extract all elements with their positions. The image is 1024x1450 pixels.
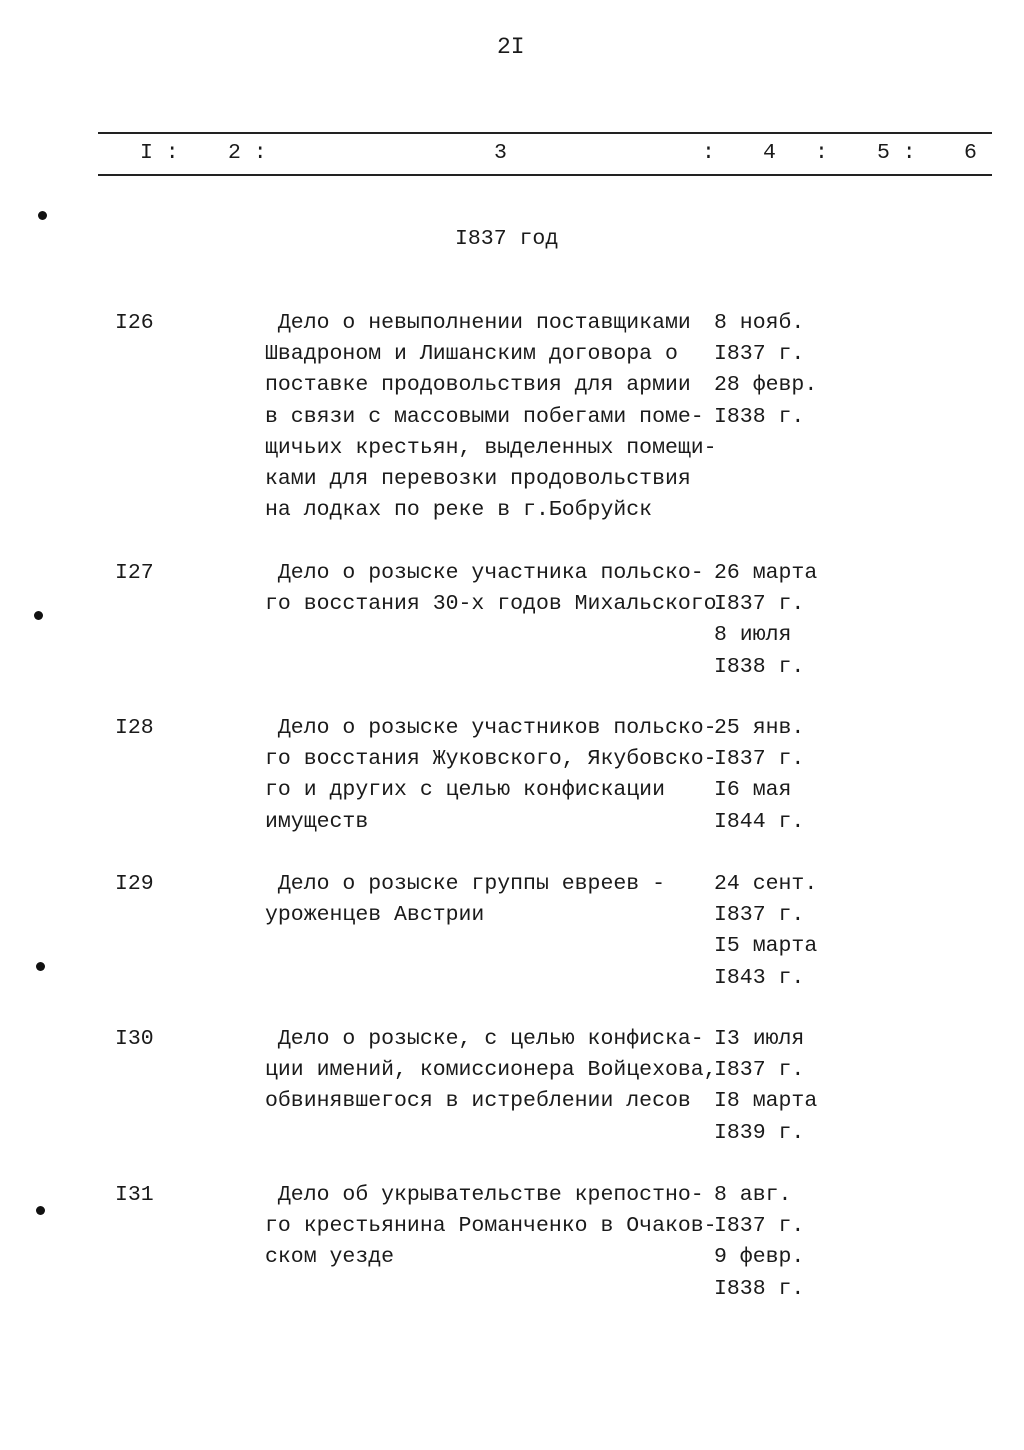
entry-number: I30 [115,1027,154,1051]
entry-date-line: 8 авг. [714,1183,792,1207]
punch-hole [36,1206,45,1215]
entry-text-line: Дело о невыполнении поставщиками [265,311,691,335]
entry-text-line: поставке продовольствия для армии [265,373,691,398]
punch-hole [34,611,43,620]
entry-text-line: Швадроном и Лишанским договора о [265,342,678,367]
entry-text-line: на лодках по реке в г.Бобруйск [265,498,653,523]
entry-date-line: I837 г. [714,903,805,928]
entry-date-line: 24 сент. [714,872,818,896]
column-separator-3: : [702,141,715,165]
punch-hole [38,211,47,220]
column-header-3: 3 [494,141,507,165]
entry-date-line: I837 г. [714,342,805,367]
entry-number: I28 [115,716,154,740]
entry-text-line: в связи с массовыми побегами поме- [265,404,704,429]
entry-number: I31 [115,1183,154,1207]
entry-text-line: ками для перевозки продовольствия [265,467,691,491]
entry-text-line: щичьих крестьян, выделенных помещи- [265,435,717,460]
entry-text-line: го восстания Жуковского, Якубовско- [265,747,717,772]
entry-text-line: Дело о розыске, с целью конфиска- [265,1027,704,1051]
entry-date-line: 9 февр. [714,1245,805,1270]
column-header-6: 6 [964,141,977,165]
entry-text-line: го и других с целью конфискации [265,778,665,803]
entry-date-line: 8 июля [714,623,792,648]
page-number: 2I [497,34,525,60]
header-top-rule [98,132,992,134]
entry-date-line: 28 февр. [714,373,818,398]
column-header-4: 4 [763,141,776,165]
entry-date-line: I6 мая [714,778,792,803]
column-header-5: 5 : [877,141,916,165]
entry-date-line: I838 г. [714,404,805,429]
entry-date-line: I844 г. [714,809,805,834]
year-heading: I837 год [455,227,559,251]
entry-date-line: I5 марта [714,934,818,959]
punch-hole [36,962,45,971]
entry-date-line: I8 марта [714,1089,818,1114]
entry-number: I27 [115,561,154,585]
entry-text-line: го восстания 30-х годов Михальского [265,592,717,617]
entry-date-line: I837 г. [714,1058,805,1083]
entry-text-line: ции имений, комиссионера Войцехова, [265,1058,717,1083]
entry-date-line: I838 г. [714,1276,805,1301]
entry-text-line: Дело о розыске участника польско- [265,561,704,585]
column-header-2: 2 : [228,141,267,165]
column-header-1: I : [140,141,179,165]
entry-date-line: I839 г. [714,1120,805,1145]
entry-number: I26 [115,311,154,335]
entry-text-line: Дело об укрывательстве крепостно- [265,1183,704,1207]
entry-date-line: I837 г. [714,747,805,772]
entry-text-line: Дело о розыске участников польско- [265,716,717,740]
entry-text-line: уроженцев Австрии [265,903,485,928]
entry-text-line: Дело о розыске группы евреев - [265,872,665,896]
entry-date-line: I837 г. [714,1214,805,1239]
entry-text-line: обвинявшегося в истреблении лесов [265,1089,691,1114]
entry-date-line: 26 марта [714,561,818,585]
entry-date-line: I838 г. [714,654,805,679]
entry-date-line: 8 нояб. [714,311,805,335]
entry-text-line: имуществ [265,809,369,834]
entry-date-line: I843 г. [714,965,805,990]
header-bottom-rule [98,174,992,176]
entry-date-line: I3 июля [714,1027,805,1051]
entry-text-line: ском уезде [265,1245,395,1270]
entry-text-line: го крестьянина Романченко в Очаков- [265,1214,717,1239]
entry-date-line: 25 янв. [714,716,805,740]
column-separator-4: : [815,141,828,165]
entry-number: I29 [115,872,154,896]
entry-date-line: I837 г. [714,592,805,617]
